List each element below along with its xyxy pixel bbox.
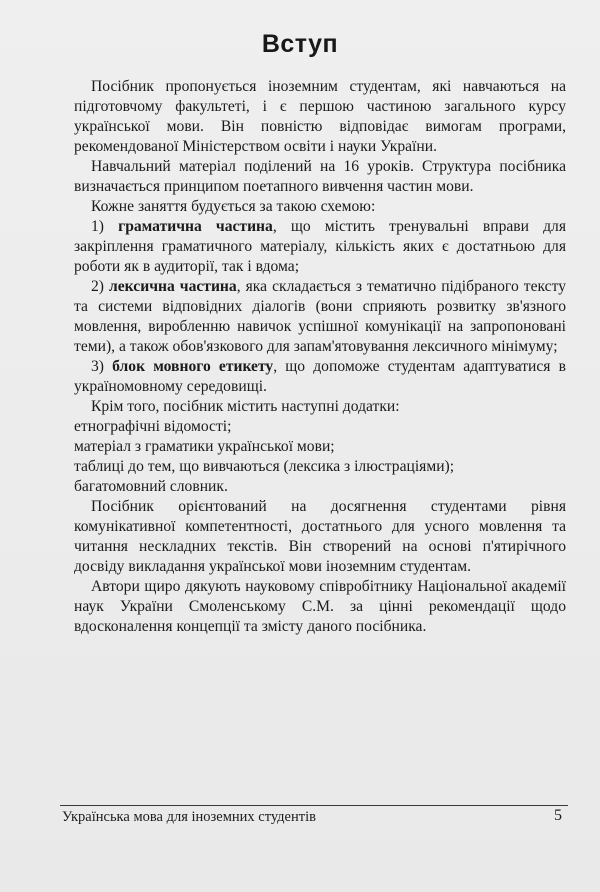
appendix-item: багатомовний словник. <box>74 478 228 495</box>
list-item-text: , що допоможе студентам адаптуватися в україномовному середовищі. <box>74 358 566 395</box>
list-item-term: лексична частина <box>109 278 237 295</box>
page-number: 5 <box>554 807 562 824</box>
paragraph-orientation: Посібник орієнтований на досягнення студентами рівня комунікативної компетентності, достатнього для усного мовлення та читання нескладних текстів. Він створений на основі п'ятирічного досвіду викладання української мови іноземним студентам. <box>74 498 566 575</box>
page-title: Вступ <box>261 30 339 58</box>
appendix-item: матеріал з граматики української мови; <box>74 438 335 455</box>
list-item-text: , що містить тренувальні вправи для закріплення граматичного матеріалу, кількість яких є достатньою для роботи як в аудиторії, так і вдома; <box>74 218 566 275</box>
list-item <box>74 217 566 277</box>
paragraph-structure: Навчальний матеріал поділений на 16 уроків. Структура посібника визначається принципом поетапного вивчення частин мови. <box>74 158 566 195</box>
footer-divider <box>60 805 568 806</box>
paragraph-appendix-intro: Крім того, посібник містить наступні додатки: <box>91 398 400 415</box>
list-item-term: блок мовного етикету <box>112 358 274 375</box>
list-item-text: , яка складається з тематично підібраного тексту та системи відповідних діалогів (вони сприяють розвитку зв'язного мовлення, виробленню навичок успішної комунікації на запропоновані теми), а також обов'язкового для запам'ятовування лексичного мінімуму; <box>74 278 567 355</box>
list-item-number: 3) <box>91 358 113 375</box>
paragraph-acknowledgement: Автори щиро дякують науковому співробітнику Національної академії наук України Смоленському С.М. за цінні рекомендації щодо вдосконалення концепції та змісту даного посібника. <box>74 578 566 635</box>
list-item-number: 2) <box>91 278 110 295</box>
paragraph-scheme: Кожне заняття будується за такою схемою: <box>91 198 376 215</box>
appendix-item: таблиці до тем, що вивчаються (лексика з ілюстраціями); <box>74 458 455 475</box>
list-item <box>74 277 566 357</box>
paragraph-intro: Посібник пропонується іноземним студентам, які навчаються на підготовчому факультеті, і є першою частиною загального курсу української мови. Він повністю відповідає вимогам програми, рекомендованої Міністерством освіти і науки України. <box>74 78 566 155</box>
running-footer: Українська мова для іноземних студентів <box>62 809 316 825</box>
appendix-item: етнографічні відомості; <box>74 418 232 435</box>
list-item-term: граматична частина <box>118 218 273 235</box>
list-item <box>74 357 566 397</box>
list-item-number: 1) <box>91 218 119 235</box>
body-text <box>74 77 566 637</box>
